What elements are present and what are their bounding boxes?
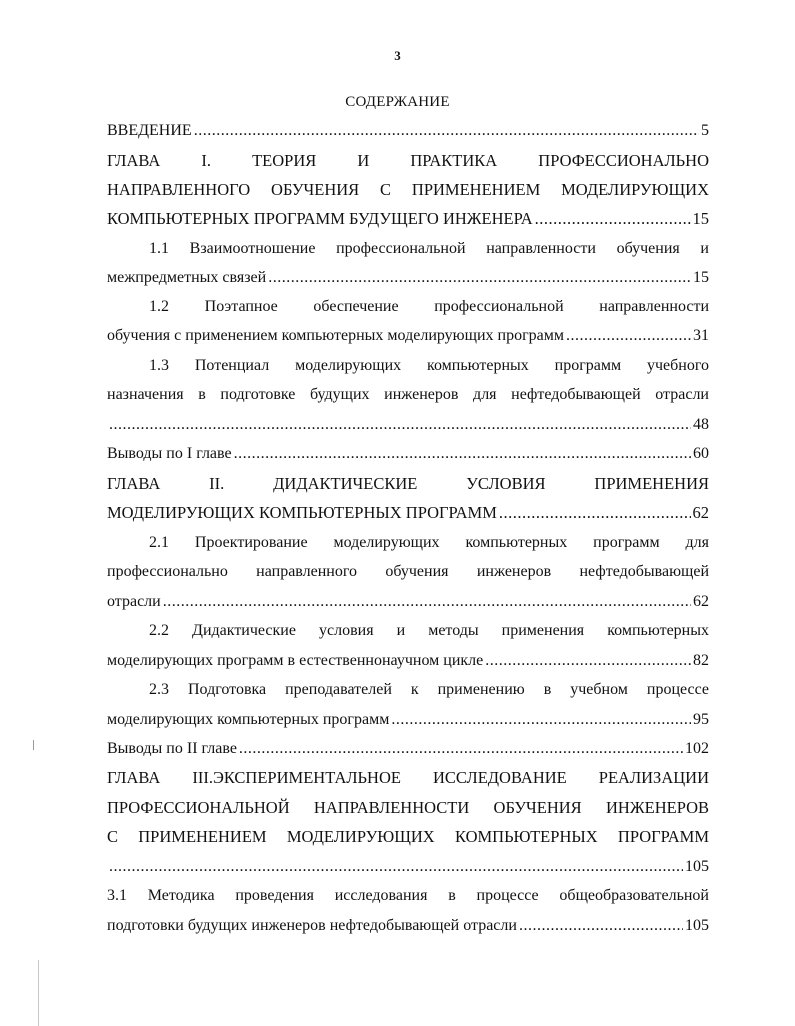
- dot-leader: [239, 739, 683, 759]
- toc-entry-section-2-2: [107, 651, 709, 671]
- dot-leader: [109, 415, 691, 435]
- toc-entry-page: 60: [693, 445, 709, 462]
- toc-entry-text: Выводы по I главе: [107, 445, 232, 462]
- toc-entry-chapter-1: [107, 209, 709, 229]
- toc-entry-section-2-1: [107, 592, 709, 612]
- toc-section-line: 2.2 Дидактические условия и методы применения компьютерных: [149, 622, 709, 639]
- toc-entry-page: 62: [692, 503, 709, 522]
- toc-entry-page: 15: [692, 209, 709, 228]
- dot-leader: [535, 209, 691, 229]
- toc-entry-page: 105: [685, 858, 709, 875]
- toc-chapter-heading: ГЛАВА I. ТЕОРИЯ И ПРАКТИКА ПРОФЕССИОНАЛЬНО: [107, 151, 709, 170]
- toc-entry-text: Выводы по II главе: [107, 740, 237, 757]
- toc-chapter-heading: НАПРАВЛЕННОГО ОБУЧЕНИЯ С ПРИМЕНЕНИЕМ МОДЕЛИРУЮЩИХ: [107, 180, 709, 199]
- toc-entry-text: МОДЕЛИРУЮЩИХ КОМПЬЮТЕРНЫХ ПРОГРАММ: [107, 503, 497, 522]
- toc-entry-section-1-3: [107, 415, 709, 435]
- toc-title: СОДЕРЖАНИЕ: [345, 94, 450, 110]
- toc-entry-page: 62: [693, 593, 709, 610]
- toc-section-line: 2.1 Проектирование моделирующих компьютерных программ для: [149, 534, 709, 551]
- toc-entry-section-3-1: [107, 916, 709, 936]
- scan-mark: [33, 740, 34, 750]
- toc-chapter-heading: ГЛАВА II. ДИДАКТИЧЕСКИЕ УСЛОВИЯ ПРИМЕНЕНИЯ: [107, 474, 709, 493]
- toc-entry-conclusions-1: [107, 444, 709, 464]
- dot-leader: [485, 651, 691, 671]
- toc-entry-chapter-3: [107, 857, 709, 877]
- toc-section-line: 2.3 Подготовка преподавателей к применению в учебном процессе: [149, 681, 709, 698]
- toc-entry-page: 102: [685, 740, 709, 757]
- toc-entry-page: 31: [693, 327, 709, 344]
- toc-chapter-heading: ПРОФЕССИОНАЛЬНОЙ НАПРАВЛЕННОСТИ ОБУЧЕНИЯ ИНЖЕНЕРОВ: [107, 798, 709, 817]
- toc-section-line: назначения в подготовке будущих инженеров для нефтедобывающей отрасли: [107, 386, 709, 403]
- dot-leader: [566, 326, 691, 346]
- toc-entry-page: 48: [693, 416, 709, 433]
- toc-entry-chapter-2: [107, 503, 709, 523]
- toc-section-line: 1.1 Взаимоотношение профессиональной направленности обучения и: [149, 240, 709, 257]
- toc-entry-page: 82: [693, 652, 709, 669]
- toc-entry-text: моделирующих программ в естественнонаучном цикле: [107, 652, 484, 669]
- toc-entry-text: подготовки будущих инженеров нефтедобывающей отрасли: [107, 917, 517, 934]
- toc-entry-text: ВВЕДЕНИЕ: [107, 122, 192, 139]
- dot-leader: [499, 503, 691, 523]
- toc-entry-text: КОМПЬЮТЕРНЫХ ПРОГРАММ БУДУЩЕГО ИНЖЕНЕРА: [107, 209, 533, 228]
- page-number: 3: [394, 48, 401, 63]
- toc-entry-introduction: [107, 121, 709, 141]
- dot-leader: [519, 916, 683, 936]
- toc-section-line: 1.3 Потенциал моделирующих компьютерных программ учебного: [149, 357, 709, 374]
- dot-leader: [109, 857, 683, 877]
- toc-entry-page: 5: [701, 122, 709, 139]
- toc-entry-section-1-2: [107, 326, 709, 346]
- dot-leader: [391, 710, 691, 730]
- toc-entry-page: 105: [685, 917, 709, 934]
- toc-entry-text: моделирующих компьютерных программ: [107, 711, 390, 728]
- toc-entry-text: межпредметных связей: [107, 269, 267, 286]
- dot-leader: [163, 592, 691, 612]
- scan-edge: [38, 960, 39, 1026]
- dot-leader: [194, 121, 699, 141]
- toc-entry-text: обучения с применением компьютерных моделирующих программ: [107, 327, 564, 344]
- toc-entry-section-1-1: [107, 268, 709, 288]
- dot-leader: [234, 444, 691, 464]
- toc-chapter-heading: ГЛАВА III.ЭКСПЕРИМЕНТАЛЬНОЕ ИССЛЕДОВАНИЕ РЕАЛИЗАЦИИ: [107, 768, 709, 787]
- toc-chapter-heading: С ПРИМЕНЕНИЕМ МОДЕЛИРУЮЩИХ КОМПЬЮТЕРНЫХ ПРОГРАММ: [107, 827, 709, 846]
- dot-leader: [268, 268, 691, 288]
- toc-entry-page: 95: [693, 711, 709, 728]
- toc-section-line: 1.2 Поэтапное обеспечение профессиональной направленности: [149, 298, 709, 315]
- toc-entry-text: отрасли: [107, 593, 161, 610]
- toc-entry-conclusions-2: [107, 739, 709, 759]
- toc-entry-section-2-3: [107, 710, 709, 730]
- toc-entry-page: 15: [693, 269, 709, 286]
- toc-section-line: профессионально направленного обучения инженеров нефтедобывающей: [107, 563, 709, 580]
- toc-section-line: 3.1 Методика проведения исследования в процессе общеобразовательной: [107, 887, 709, 904]
